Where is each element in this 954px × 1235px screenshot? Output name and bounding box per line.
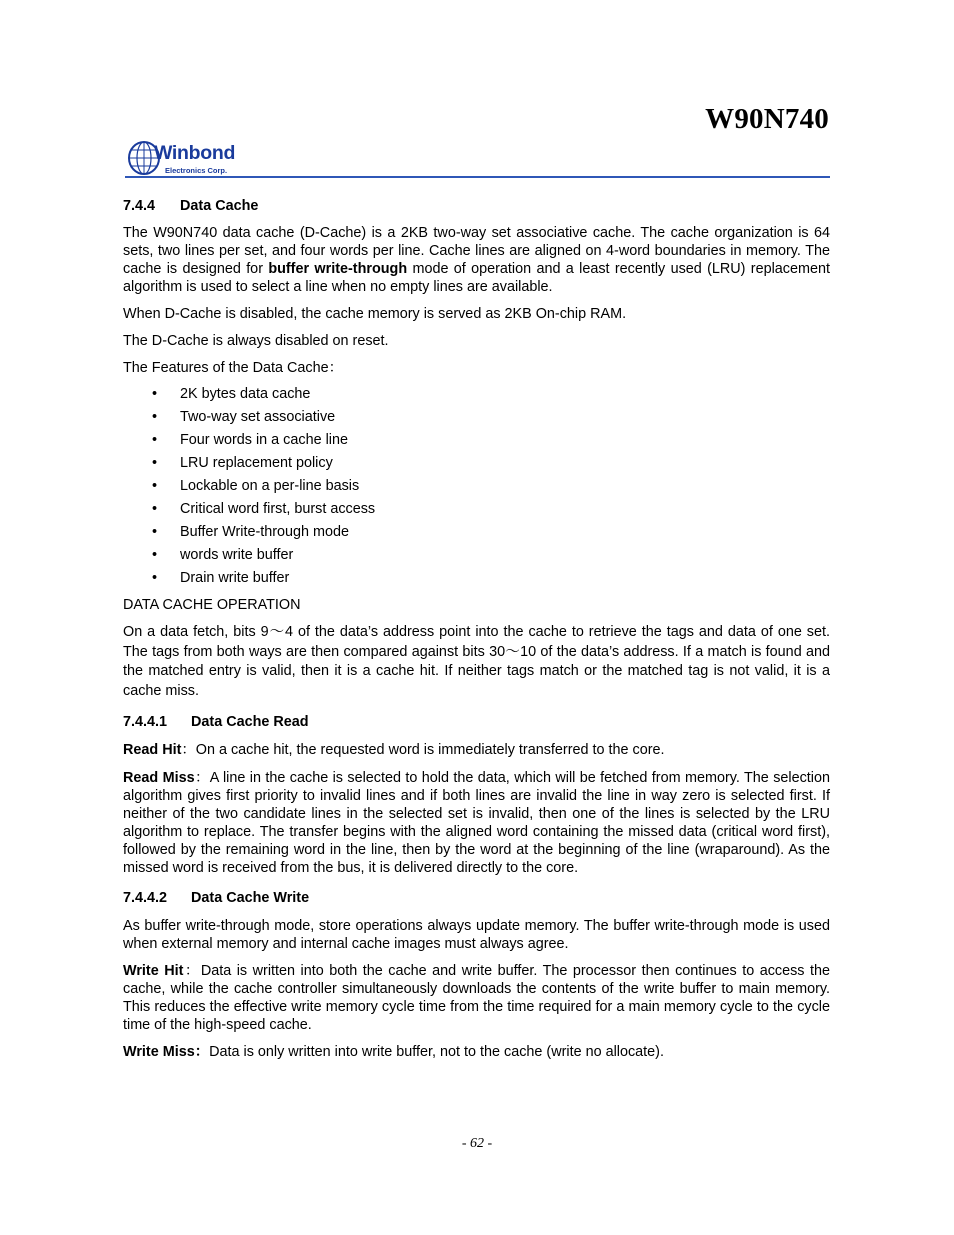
list-item: • Lockable on a per-line basis [123,477,830,500]
write-heading [123,889,830,907]
section-number: 7.4.4 [123,198,156,214]
document-title: W90N740 [705,103,829,135]
intro-bold-term: buffer write-through [268,261,408,277]
write-hit-text: ：Data is written into both the cache and write buffer. The processor then continues to access the cache, while the cache controller simultaneously downloads the contents of the write buffer to main memory. This reduces the effective write memory cycle time from the time required for a main memory cycle to the cycle time of the high-speed cache. [123,963,830,1033]
write-intro-paragraph: As buffer write-through mode, store operations always update memory. The buffer write-through mode is used when external memory and internal cache images must always agree. [123,918,830,952]
read-miss-text: ：A line in the cache is selected to hold the data, which will be fetched from memory. The selection algorithm gives first priority to invalid lines and if both lines are invalid the line in way zero is selected first. If neither of the two candidate lines in the selected set is invalid, then one of the lines is selected by the LRU algorithm to replace. The transfer begins with the aligned word containing the missed data (critical word first), followed by the remaining word in the line, then by the word at the beginning of the line (wraparound). As the missed word is received from the bus, it is delivered directly to the core. [123,770,830,876]
read-miss-paragraph [123,769,830,877]
logo-subtitle: Electronics Corp. [165,166,228,175]
disabled-paragraph: When D-Cache is disabled, the cache memory is served as 2KB On-chip RAM. [123,306,627,322]
list-item: • Buffer Write-through mode [123,523,830,546]
page-number: - 62 - [461,1136,493,1151]
write-hit-paragraph [123,962,830,1034]
list-item: • Drain write buffer [123,569,830,590]
section-title: Data Cache [180,198,259,214]
list-item: • words write buffer [123,546,830,569]
reset-paragraph: The D-Cache is always disabled on reset. [123,333,389,349]
logo-wordmark: Winbond [154,142,236,164]
list-item: • Four words in a cache line [123,431,830,454]
page-content [123,197,830,1070]
write-miss-text: Data is only written into write buffer, not to the cache (write no allocate). [209,1044,664,1060]
intro-text-a: The W90N740 data cache (D-Cache) is a 2KB two-way set associative cache. The cache organization is 64 sets, two lines per set, and four words per line. Cache lines are aligned on 4-word boundaries in memory. The cache is designed for [123,225,830,277]
read-hit-label: Read Hit [123,742,182,758]
read-heading [123,713,830,731]
list-item: • 2K bytes data cache [123,385,830,408]
list-item: • Two-way set associative [123,408,830,431]
operation-heading: DATA CACHE OPERATION [123,597,301,613]
operation-paragraph: On a data fetch, bits 9～4 of the data’s address point into the cache to retrieve the tags and data of one set. The tags from both ways are then compared against bits 30～10 of the data’s address. If a match is found and the matched entry is valid, then it is a cache hit. If neither tags match or the matched tag is not valid, it is a cache miss. [123,624,830,699]
read-hit-text: ：On a cache hit, the requested word is immediately transferred to the core. [181,742,665,758]
read-title: Data Cache Read [191,714,309,730]
intro-text-b: mode of operation and a least recently used (LRU) replacement algorithm is used to select a line when no empty lines are available. [123,261,830,295]
list-item: • Critical word first, burst access [123,500,830,523]
list-item: • LRU replacement policy [123,454,830,477]
read-miss-label: Read Miss [123,770,195,786]
write-hit-label: Write Hit [123,963,184,979]
header-rule [125,176,830,178]
read-number: 7.4.4.1 [123,714,168,730]
write-title: Data Cache Write [191,890,310,906]
features-list [123,385,830,590]
winbond-logo [125,138,255,178]
read-hit-paragraph [123,741,830,759]
section-heading [123,197,830,215]
write-miss-label: Write Miss： [123,1044,210,1060]
intro-paragraph [123,224,830,296]
write-number: 7.4.4.2 [123,890,168,906]
write-miss-paragraph [123,1043,830,1061]
features-intro: The Features of the Data Cache： [123,360,343,376]
